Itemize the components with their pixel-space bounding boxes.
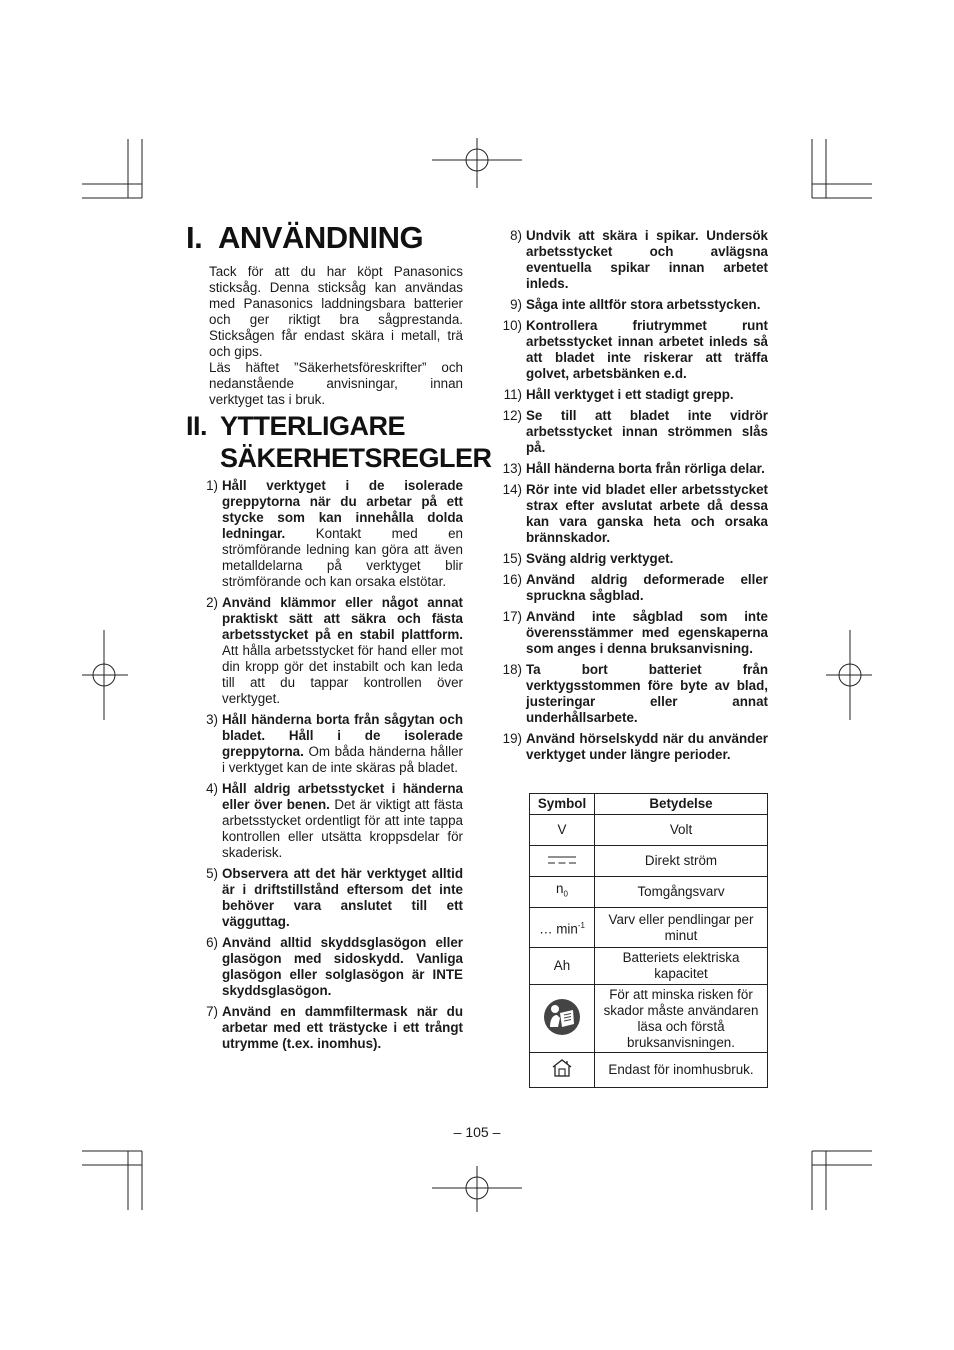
safety-rule [490, 609, 768, 657]
safety-rule [490, 387, 768, 403]
rule-number: 4) [206, 781, 218, 796]
section2-title-line2: SÄKERHETSREGLER [220, 443, 492, 473]
rule-bold-text: Använd klämmor eller något annat praktiskt sätt att säkra och fästa arbetsstycket på en stabil plattform. [222, 595, 463, 642]
rule-bold-text: Håll händerna borta från sågytan och bladet. Håll i de isolerade greppytorna. [222, 712, 463, 759]
page-number: – 105 – [453, 1124, 501, 1140]
symbol-cell [530, 908, 595, 948]
rule-bold-text: Håll händerna borta från rörliga delar. [526, 461, 765, 476]
rule-number: 15) [502, 551, 522, 566]
rule-text: Det är viktigt att fästa arbetsstycket ordentligt för att inte tappa kontrollen eller utsätta kroppsdelar för skaderisk. [222, 797, 463, 860]
symbol-cell [530, 1053, 595, 1088]
rule-bold-text: Använd hörselskydd när du använder verktyget under längre perioder. [526, 731, 768, 762]
direct-current-icon [548, 855, 576, 865]
rule-number: 10) [502, 318, 522, 333]
safety-rule [490, 551, 768, 567]
table-row [530, 948, 768, 985]
safety-rule [186, 1004, 463, 1052]
symbol-cell [530, 846, 595, 877]
rule-bold-text: Rör inte vid bladet eller arbetsstycket strax efter avslutat arbete då dessa kan vara ganska heta och orsaka brännskador. [526, 482, 768, 545]
safety-rule [490, 408, 768, 456]
symbol-text: … min [539, 921, 578, 937]
rule-number: 16) [502, 572, 522, 587]
rule-number: 17) [502, 609, 522, 624]
meaning-cell: Tomgångsvarv [595, 877, 768, 908]
safety-rule [490, 318, 768, 382]
rule-bold-text: Såga inte alltför stora arbetsstycken. [526, 297, 761, 312]
rule-number: 6) [206, 935, 218, 950]
rule-text: Att hålla arbetsstycket för hand eller mot din kropp gör det instabilt och kan leda till att du tappar kontrollen över verktyget. [222, 643, 463, 706]
intro-paragraph: Tack för att du har köpt Panasonics sticksåg. Denna sticksåg kan användas med Panasonics laddningsbara batterier och ger riktigt bra sågprestanda. Sticksågen får endast skära i metall, trä och gips. [209, 264, 463, 359]
rule-bold-text: Använd en dammfiltermask när du arbetar med ett trästycke i ett trångt utrymme (t.ex. inomhus). [222, 1004, 463, 1051]
safety-rule [490, 731, 768, 763]
rule-number: 2) [206, 595, 218, 610]
section2-heading [186, 410, 492, 474]
intro-paragraph: Läs häftet ”Säkerhetsföreskrifter” och nedanstående anvisningar, innan verktyget tas i bruk. [209, 360, 463, 407]
symbol-cell: Ah [530, 948, 595, 985]
rule-bold-text: Sväng aldrig verktyget. [526, 551, 674, 566]
table-row [530, 846, 768, 877]
rule-bold-text: Undvik att skära i spikar. Undersök arbetsstycket och avlägsna eventuella spikar innan arbetet inleds. [526, 228, 768, 291]
rule-number: 14) [502, 482, 522, 497]
rule-bold-text: Använd aldrig deformerade eller spruckna sågblad. [526, 572, 768, 603]
meaning-cell: Direkt ström [595, 846, 768, 877]
section1-title: ANVÄNDNING [218, 220, 424, 255]
safety-rule [490, 461, 768, 477]
safety-rule [490, 572, 768, 604]
rule-bold-text: Se till att bladet inte vidrör arbetsstycket innan strömmen slås på. [526, 408, 768, 455]
safety-rule [186, 935, 463, 999]
meaning-cell: Varv eller pendlingar per minut [595, 908, 768, 948]
safety-rule [490, 662, 768, 726]
safety-rules-list-left [186, 478, 463, 1057]
rule-bold-text: Ta bort batteriet från verktygsstommen före byte av blad, justeringar eller annat underhållsarbete. [526, 662, 768, 725]
rule-number: 11) [503, 387, 522, 402]
meaning-cell: Volt [595, 815, 768, 846]
safety-rule [490, 297, 768, 313]
rule-bold-text: Observera att det här verktyget alltid är i driftstillstånd eftersom det inte behöver vara anslutet till ett vägguttag. [222, 866, 463, 929]
safety-rule [186, 478, 463, 590]
section2-number: II. [186, 411, 208, 441]
column-header-meaning: Betydelse [595, 794, 768, 815]
table-row [530, 877, 768, 908]
rule-bold-text: Håll verktyget i de isolerade greppytorna när du arbetar på ett stycke som kan innehålla dolda ledningar. [222, 478, 463, 541]
symbol-superscript: -1 [577, 920, 585, 930]
meaning-cell: Batteriets elektriska kapacitet [595, 948, 768, 985]
safety-rule [186, 712, 463, 776]
symbol-cell [530, 877, 595, 908]
safety-rule [186, 866, 463, 930]
indoor-use-icon [551, 1058, 573, 1078]
symbol-cell: V [530, 815, 595, 846]
rule-bold-text: Håll aldrig arbetsstycket i händerna eller över benen. [222, 781, 463, 812]
rule-number: 8) [510, 228, 522, 243]
table-row [530, 1053, 768, 1088]
rule-number: 3) [206, 712, 218, 727]
symbol-text: n [556, 881, 564, 897]
rule-number: 13) [502, 461, 522, 476]
safety-rule [490, 482, 768, 546]
section1-heading [186, 222, 423, 253]
rule-number: 19) [502, 731, 522, 746]
read-manual-icon [543, 998, 581, 1036]
symbol-table [529, 793, 768, 1088]
safety-rules-list-right [490, 228, 768, 768]
section1-intro [209, 264, 463, 408]
rule-number: 18) [502, 662, 522, 677]
column-header-symbol: Symbol [530, 794, 595, 815]
table-row [530, 908, 768, 948]
safety-rule [186, 781, 463, 861]
table-row [530, 815, 768, 846]
rule-bold-text: Håll verktyget i ett stadigt grepp. [526, 387, 734, 402]
section2-title-line1: YTTERLIGARE [220, 411, 406, 441]
rule-text: Om båda händerna håller i verktyget kan de inte skäras på bladet. [222, 744, 463, 775]
section1-number: I. [186, 220, 203, 255]
rule-bold-text: Använd inte sågblad som inte överensstämmer med egenskaperna som anges i denna bruksanvisning. [526, 609, 768, 656]
safety-rule [186, 595, 463, 707]
symbol-subscript: 0 [563, 889, 568, 899]
rule-number: 7) [206, 1004, 218, 1019]
meaning-cell: För att minska risken för skador måste användaren läsa och förstå bruksanvisningen. [595, 985, 768, 1053]
rule-bold-text: Använd alltid skyddsglasögon eller glasögon med sidoskydd. Vanliga glasögon eller solglasögon är INTE skyddsglasögon. [222, 935, 463, 998]
symbol-cell [530, 985, 595, 1053]
rule-text: Kontakt med en strömförande ledning kan göra att även metalldelarna på verktyget blir strömförande och kan orsaka elstötar. [222, 526, 463, 589]
rule-number: 12) [502, 408, 522, 423]
rule-number: 1) [206, 478, 218, 493]
rule-number: 5) [206, 866, 218, 881]
safety-rule [490, 228, 768, 292]
table-header-row [530, 794, 768, 815]
meaning-cell: Endast för inomhusbruk. [595, 1053, 768, 1088]
rule-number: 9) [510, 297, 522, 312]
rule-bold-text: Kontrollera friutrymmet runt arbetsstycket innan arbetet inleds så att bladet inte riskerar att träffa golvet, arbetsbänken e.d. [526, 318, 768, 381]
table-row [530, 985, 768, 1053]
